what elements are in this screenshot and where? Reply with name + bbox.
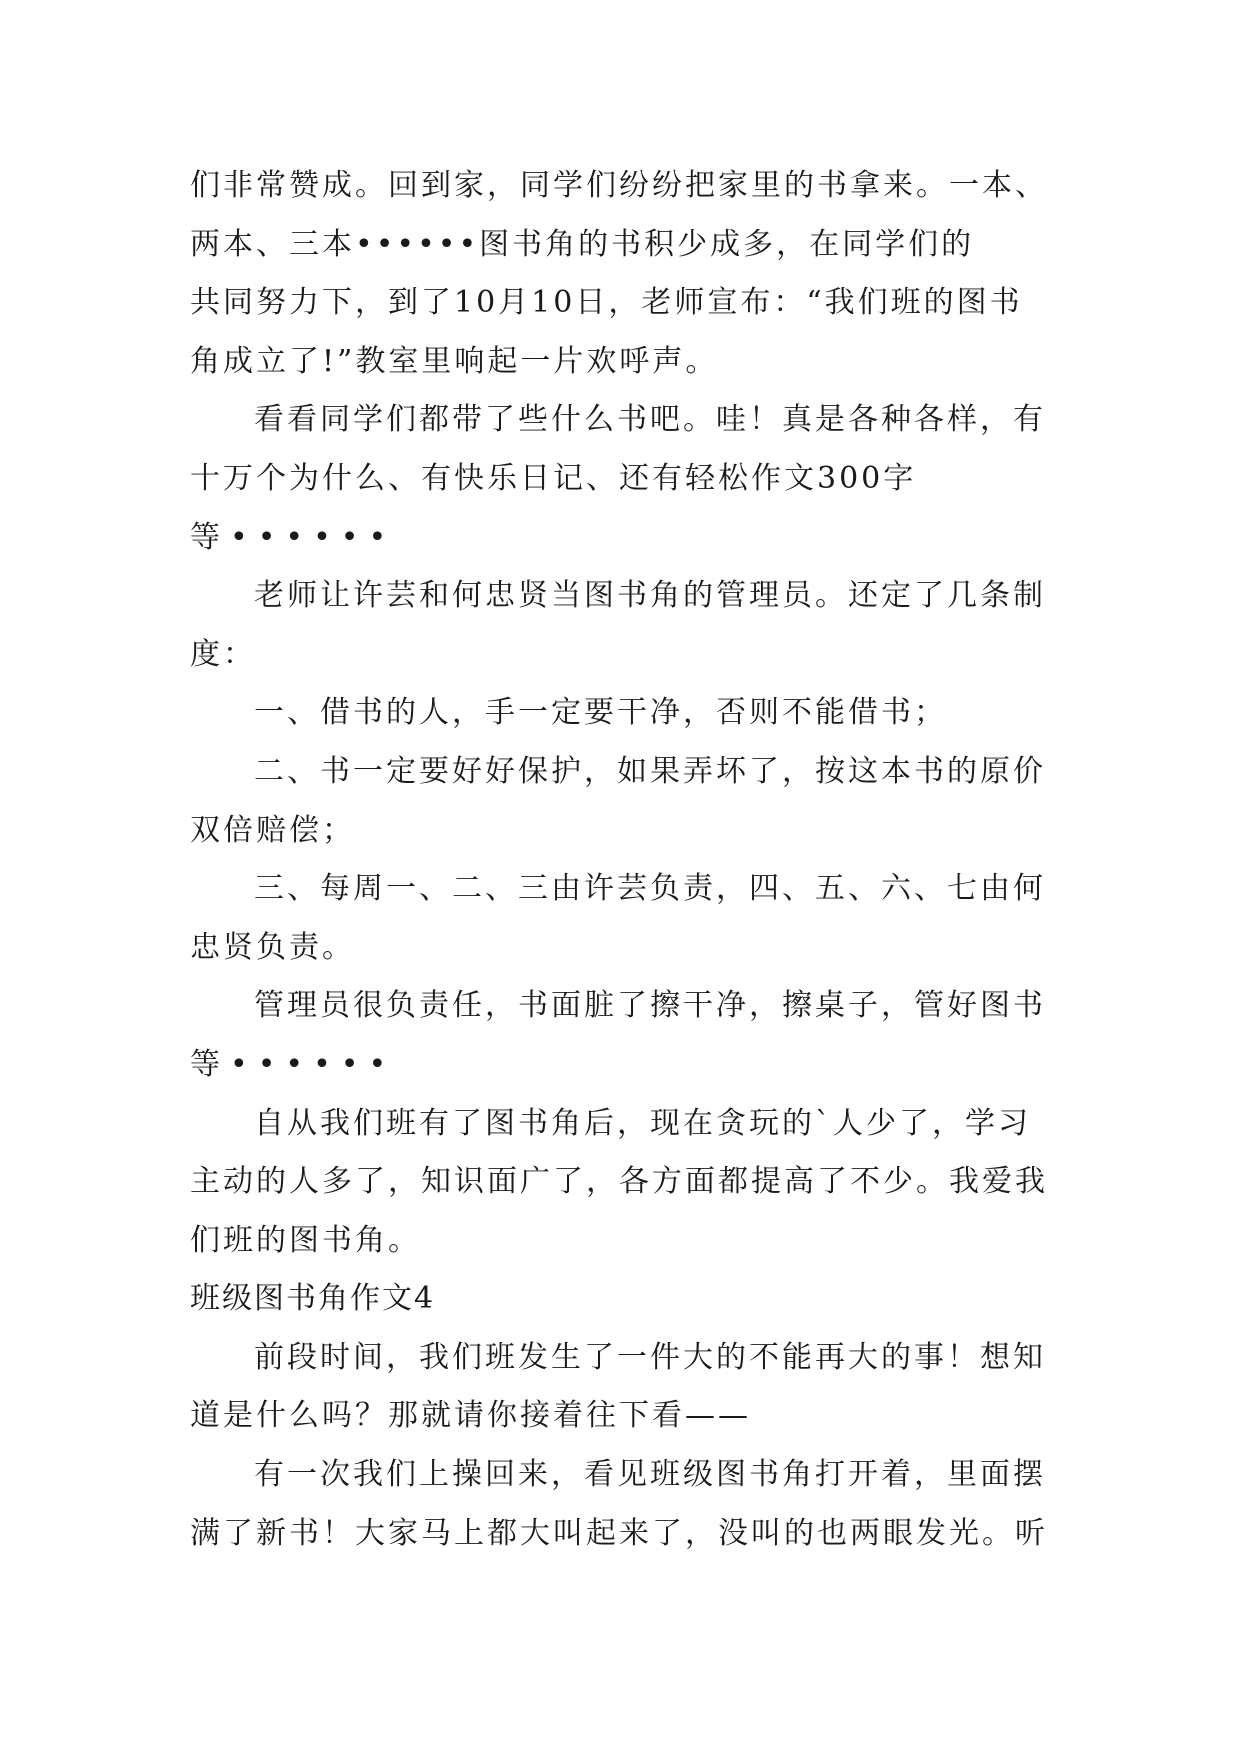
article-body [190,157,1050,1563]
paragraph-line: 们班的图书角。 [190,1222,421,1258]
paragraph-line: 角成立了!”教室里响起一片欢呼声。 [190,343,719,379]
paragraph-line: 自从我们班有了图书角后，现在贪玩的`人少了，学习 [254,1105,1031,1141]
paragraph-line: 满了新书！大家马上都大叫起来了，没叫的也两眼发光。听 [190,1515,1048,1551]
paragraph-line: 管理员很负责任，书面脏了擦干净，擦桌子，管好图书 [254,988,1046,1024]
paragraph-line: 主动的人多了，知识面广了，各方面都提高了不少。我爱我 [190,1164,1048,1200]
paragraph-line: 们非常赞成。回到家，同学们纷纷把家里的书拿来。一本、 [190,168,1048,203]
paragraph-line: 有一次我们上操回来，看见班级图书角打开着，里面摆 [254,1457,1046,1493]
paragraph-line: 十万个为什么、有快乐日记、还有轻松作文300字 [190,460,917,496]
rule-item: 三、每周一、二、三由许芸负责，四、五、六、七由何 [254,871,1046,907]
paragraph-line: 度： [190,636,256,672]
rule-item: 双倍赔偿； [190,812,355,848]
paragraph-line: 等•••••• [190,519,397,555]
paragraph-line: 等•••••• [190,1046,397,1082]
rule-item: 一、借书的人，手一定要干净，否则不能借书； [254,695,947,731]
rule-item: 忠贤负责。 [190,929,355,965]
paragraph-line: 前段时间，我们班发生了一件大的不能再大的事！想知 [254,1339,1046,1375]
paragraph-line: 道是什么吗？那就请你接着往下看—— [190,1398,751,1434]
rule-item: 二、书一定要好好保护，如果弄坏了，按这本书的原价 [254,753,1046,789]
section-heading: 班级图书角作文4 [190,1281,436,1317]
paragraph-line: 看看同学们都带了些什么书吧。哇！真是各种各样，有 [254,402,1046,438]
paragraph-line: 老师让许芸和何忠贤当图书角的管理员。还定了几条制 [254,578,1046,614]
paragraph-line: 共同努力下，到了10月10日，老师宣布：“我们班的图书 [190,285,1023,321]
paragraph-line: 两本、三本••••••图书角的书积少成多，在同学们的 [190,226,975,262]
